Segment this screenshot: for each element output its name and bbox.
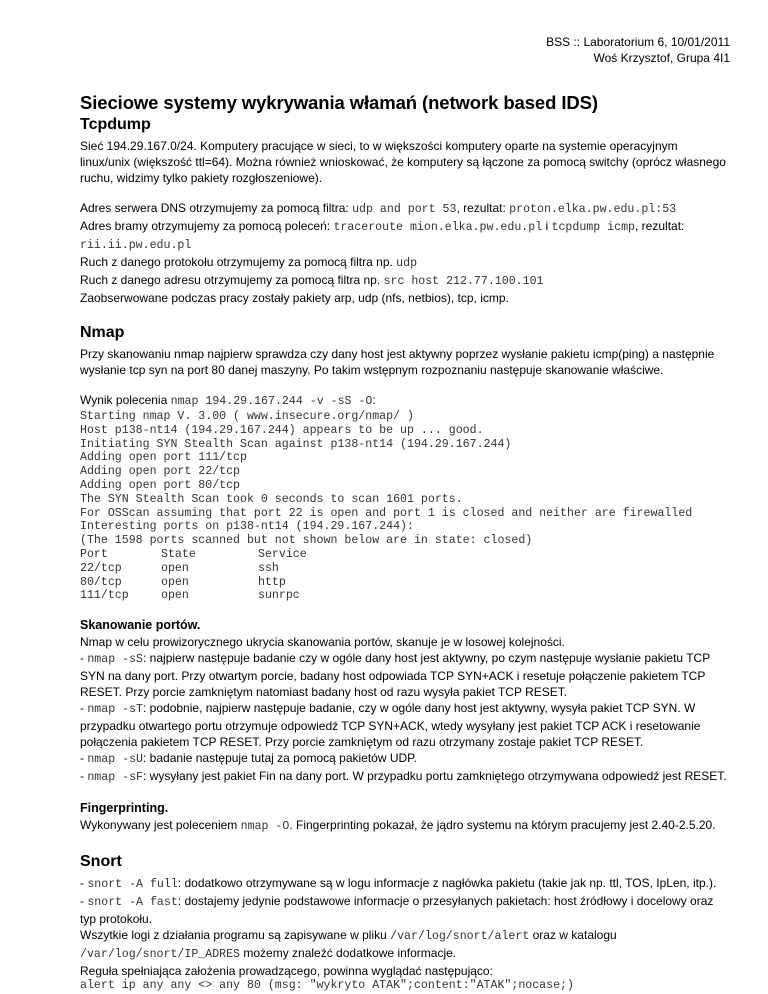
row-port: 111/tcp — [80, 589, 129, 603]
nmap-output-line: Adding open port 111/tcp — [80, 451, 247, 465]
ports-table-row — [80, 562, 730, 576]
snort-rule-intro: Reguła spełniająca założenia prowadzącego, powinna wyglądać następująco: — [80, 964, 493, 979]
scan-desc: : wysyłany jest pakiet Fin na dany port. W przypadku portu zamkniętego otrzymywana odpowiedź jest RESET. — [143, 769, 727, 784]
row-state: open — [161, 575, 189, 589]
col-port: Port — [80, 547, 108, 561]
dash: - — [80, 876, 88, 891]
row-service: ssh — [258, 561, 279, 575]
subheading-port-scanning: Skanowanie portów. — [80, 618, 201, 633]
dns-prefix: Adres serwera DNS otrzymujemy za pomocą filtra: — [80, 201, 353, 215]
nmap-output-line: Initiating SYN Stealth Scan against p138-nt14 (194.29.167.244) — [80, 437, 512, 451]
scan-item-sU — [80, 750, 730, 768]
scan-desc: : najpierw następuje badanie czy w ogóle dany host jest aktywny, po czym następuje wysłanie pakietu TCP SYN na dany port. Przy otwartym porcie, badany host odpowiada TCP SYN+ACK i resetuje połączenie pakietem TCP RESET. Przy porcie zamkniętym natomiast badany host od razu wysyła pakiet TCP RESET. — [80, 651, 710, 700]
gw-prefix: Adres bramy otrzymujemy za pomocą poleceń: — [80, 219, 334, 233]
ports-table-header — [80, 548, 730, 562]
nmap-output-line: Host p138-nt14 (194.29.167.244) appears to be up ... good. — [80, 423, 484, 437]
ports-table-row — [80, 576, 730, 590]
snort-fast-line — [80, 893, 730, 927]
nmap-output-line: The SYN Stealth Scan took 0 seconds to scan 1601 ports. — [80, 492, 463, 506]
col-service: Service — [258, 547, 307, 561]
scanning-intro: Nmap w celu prowizorycznego ukrycia skanowania portów, skanuje je w losowej kolejności. — [80, 635, 565, 650]
nmap-result-prefix: Wynik polecenia — [80, 393, 171, 407]
logs-file: /var/log/snort/alert — [390, 930, 530, 944]
row-port: 22/tcp — [80, 561, 122, 575]
gw-and: i — [542, 219, 552, 233]
page-header — [80, 34, 730, 66]
host-filter: src host 212.77.100.101 — [383, 275, 544, 288]
logs-prefix: Wszytkie logi z działania programu są zapisywane w pliku — [80, 928, 391, 943]
dns-filter: udp and port 53 — [352, 203, 457, 216]
host-line — [80, 272, 730, 290]
nmap-output-line: (The 1598 ports scanned but not shown below are in state: closed) — [80, 534, 533, 548]
fp-prefix: Wykonywany jest poleceniem — [80, 818, 241, 833]
section-heading-snort: Snort — [80, 853, 122, 871]
ports-table-row — [80, 589, 730, 603]
header-author: Woś Krzysztof, Grupa 4I1 — [593, 51, 730, 65]
gateway-line — [80, 218, 730, 254]
fp-suffix: . Fingerprinting pokazał, że jądro systemu na którym pracujemy jest 2.40-2.5.20. — [289, 818, 716, 833]
scan-cmd: nmap -sF — [87, 771, 144, 785]
snort-logs-line — [80, 927, 730, 963]
dash: - — [80, 769, 88, 784]
snort-rule: alert ip any any <> any 80 (msg: "wykryto ATAK";content:"ATAK";nocase;) — [80, 979, 574, 993]
snort-full-cmd: snort -A full — [87, 878, 178, 892]
row-service: sunrpc — [258, 589, 300, 603]
dns-result: proton.elka.pw.edu.pl:53 — [509, 203, 677, 216]
scan-item-sT — [80, 700, 730, 750]
snort-fast-desc: : dostajemy jedynie podstawowe informacje o przesyłanych pakietach: host źródłowy i docelowy oraz typ protokołu. — [80, 894, 714, 927]
scan-desc: : badanie następuje tutaj za pomocą pakietów UDP. — [143, 751, 417, 766]
dash: - — [80, 894, 88, 909]
col-state: State — [161, 547, 196, 561]
dns-line — [80, 200, 730, 218]
scan-desc: : podobnie, najpierw następuje badanie, czy w ogóle dany host jest aktywny, wysyła pakiet TCP SYN. W przypadku otwartego portu otrzymuje odpowiedź TCP SYN+ACK, wtedy wysyłany jest pakiet TCP ACK i resetowanie połączenia pakietem TCP RESET. Przy porcie zamkniętym od razu otrzymany zostaje pakiet TCP RESET. — [80, 701, 701, 750]
nmap-output-line: Adding open port 80/tcp — [80, 478, 241, 492]
logs-mid: oraz w katalogu — [529, 928, 617, 943]
scan-item-sF — [80, 768, 730, 786]
scan-cmd: nmap -sT — [87, 703, 144, 717]
nmap-result-cmd: nmap 194.29.167.244 -v -sS -O — [170, 395, 373, 408]
dns-mid: , rezultat: — [456, 201, 510, 215]
gw-result: rii.ii.pw.edu.pl — [80, 239, 192, 252]
document-page — [80, 34, 730, 993]
scan-cmd: nmap -sU — [87, 753, 144, 767]
nmap-result-line — [80, 392, 730, 410]
proto-filter: udp — [396, 257, 418, 270]
row-port: 80/tcp — [80, 575, 122, 589]
snort-full-desc: : dodatkowo otrzymywane są w logu informacje z nagłówka pakietu (takie jak np. ttl, TOS, IpLen, itp.). — [177, 876, 717, 891]
dash: - — [80, 701, 88, 716]
scan-item-sS — [80, 650, 730, 700]
gw-cmd2: tcpdump icmp — [551, 221, 636, 234]
gw-mid: , rezultat: — [635, 219, 685, 233]
observed-line: Zaobserwowane podczas pracy zostały pakiety arp, udp (nfs, netbios), tcp, icmp. — [80, 291, 509, 305]
nmap-output-line: Interesting ports on p138-nt14 (194.29.167.244): — [80, 520, 414, 534]
fingerprinting-line — [80, 817, 730, 835]
document-title: Sieciowe systemy wykrywania włamań (network based IDS) — [80, 92, 598, 113]
dash: - — [80, 651, 88, 666]
gw-cmd1: traceroute mion.elka.pw.edu.pl — [333, 221, 543, 234]
dash: - — [80, 751, 88, 766]
tcpdump-intro: Sieć 194.29.167.0/24. Komputery pracujące w sieci, to w większości komputery oparte na systemie operacyjnym linux/unix (większość ttl=64). Można również wnioskować, że komputery są łączone za pomocą switchy (oprócz własnego ruchu, widzimy tylko pakiety rozgłoszeniowe). — [80, 139, 726, 185]
protocol-line — [80, 254, 730, 272]
nmap-output-line: For OSScan assuming that port 22 is open and port 1 is closed and neither are firewalled — [80, 506, 693, 520]
section-heading-nmap: Nmap — [80, 324, 125, 341]
row-state: open — [161, 589, 189, 603]
nmap-output-line: Adding open port 22/tcp — [80, 465, 241, 479]
nmap-output — [80, 410, 730, 603]
snort-fast-cmd: snort -A fast — [87, 896, 178, 910]
row-service: http — [258, 575, 286, 589]
proto-prefix: Ruch z danego protokołu otrzymujemy za pomocą filtra np. — [80, 255, 397, 269]
host-prefix: Ruch z danego adresu otrzymujemy za pomocą filtra np. — [80, 273, 384, 287]
fp-cmd: nmap -O — [240, 820, 290, 834]
nmap-result-suffix: : — [372, 393, 376, 407]
header-lab-info: BSS :: Laboratorium 6, 10/01/2011 — [546, 35, 730, 49]
row-state: open — [161, 561, 189, 575]
logs-suffix: możemy znaleźć dodatkowe informacje. — [240, 946, 457, 961]
nmap-intro: Przy skanowaniu nmap najpierw sprawdza czy dany host jest aktywny poprzez wysłanie pakietu icmp(ping) a następnie wysłanie tcp syn na port 80 danej maszyny. Po takim wstępnym rozpoznaniu następuje skanowanie właściwe. — [80, 347, 715, 377]
section-heading-tcpdump: Tcpdump — [80, 116, 151, 133]
scan-cmd: nmap -sS — [87, 653, 144, 667]
subheading-fingerprinting: Fingerprinting. — [80, 801, 169, 816]
logs-dir: /var/log/snort/IP_ADRES — [80, 948, 241, 962]
snort-full-line — [80, 875, 730, 893]
nmap-output-line: Starting nmap V. 3.00 ( www.insecure.org/nmap/ ) — [80, 410, 414, 423]
